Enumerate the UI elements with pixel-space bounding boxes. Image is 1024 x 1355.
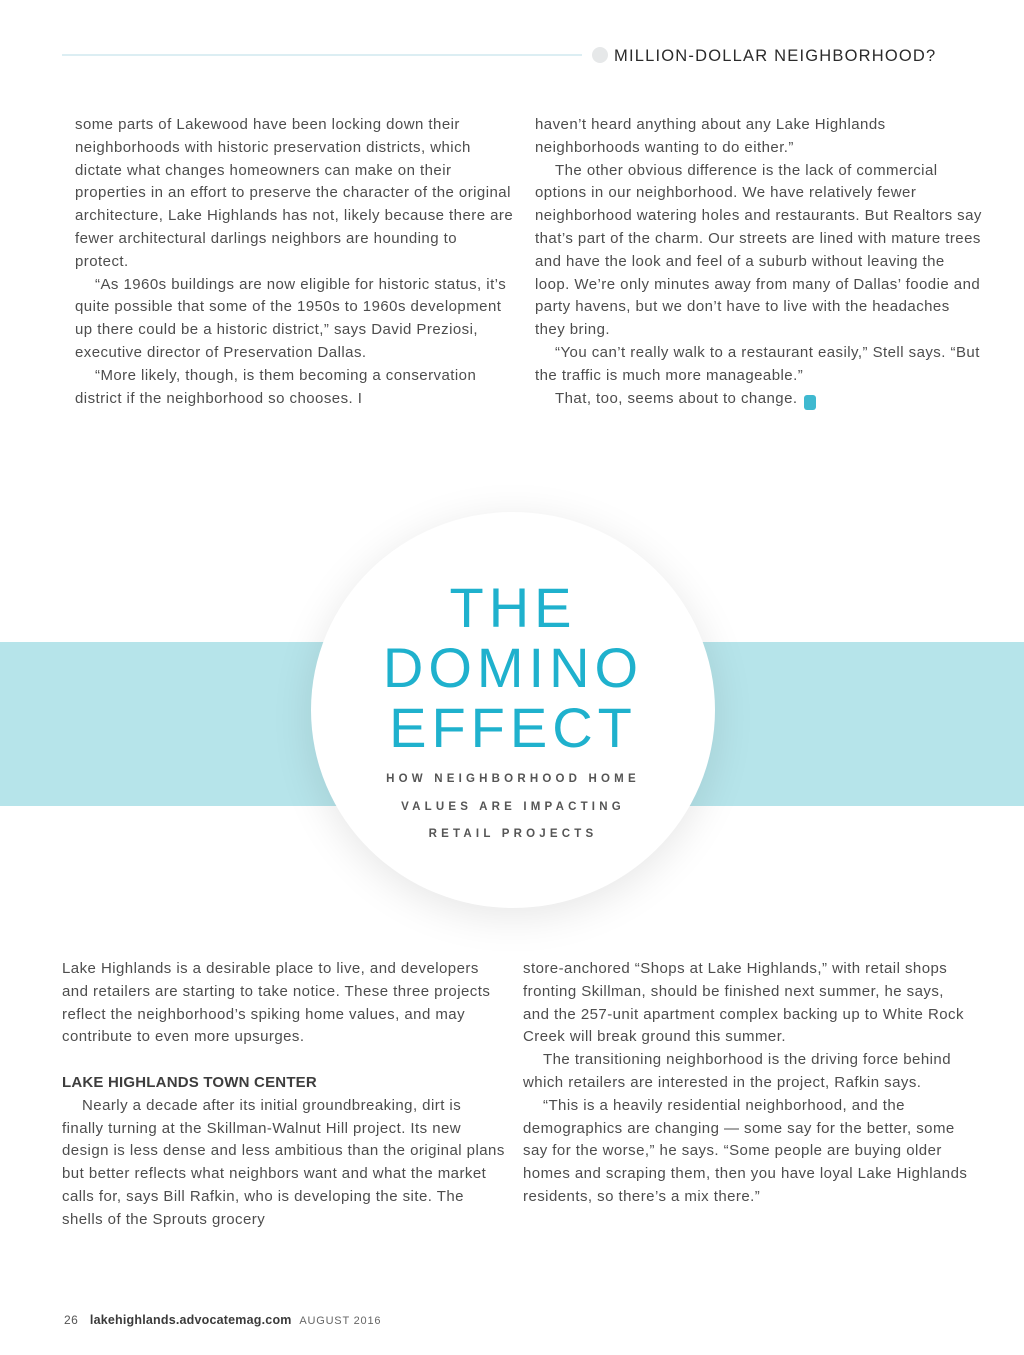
article-bottom-left-column <box>62 958 507 1232</box>
feature-title-line: DOMINO <box>382 636 644 699</box>
feature-title <box>311 578 715 758</box>
section-header-title: MILLION-DOLLAR NEIGHBORHOOD? <box>614 47 937 65</box>
paragraph: The transitioning neighborhood is the driving force behind which retailers are interested in the project, Rafkin says. <box>523 1051 952 1091</box>
article-top-right-column <box>535 114 983 410</box>
paragraph: haven’t heard anything about any Lake Highlands neighborhoods wanting to do either.” <box>535 116 886 156</box>
paragraph: store-anchored “Shops at Lake Highlands,” with retail shops fronting Skillman, should be finished next summer, he says, and the 257-unit apartment complex backing up to White Rock Creek will break ground this summer. <box>523 960 964 1046</box>
paragraph: “More likely, though, is them becoming a conservation district if the neighborhood so chooses. I <box>75 366 477 407</box>
paragraph: “You can’t really walk to a restaurant easily,” Stell says. “But the traffic is much more manageable.” <box>535 343 980 384</box>
page-footer <box>64 1313 381 1327</box>
article-top-left-column <box>75 114 515 410</box>
paragraph: Nearly a decade after its initial groundbreaking, dirt is finally turning at the Skillman-Walnut Hill project. Its new design is less dense and less ambitious than the original plans but better reflects what neighbors want and what the market calls for, says Bill Rafkin, who is developing the site. The shells of the Sprouts grocery <box>62 1096 505 1228</box>
page-number: 26 <box>64 1313 79 1327</box>
intro-paragraph: Lake Highlands is a desirable place to live, and developers and retailers are starting to take notice. These three projects reflect the neighborhood’s spiking home values, and may contribute to even more upsurges. <box>62 960 491 1046</box>
article-bottom-right-column <box>523 958 973 1209</box>
header-dot-icon <box>592 47 608 63</box>
paragraph: “As 1960s buildings are now eligible for historic status, it’s quite possible that some of the 1950s to 1960s development up there could be a historic district,” says David Preziosi, executive director of Preservation Dallas. <box>75 275 507 361</box>
header-rule <box>62 54 582 56</box>
footer-date: AUGUST 2016 <box>299 1315 382 1327</box>
paragraph: The other obvious difference is the lack of commercial options in our neighborhood. We have relatively fewer neighborhood watering holes and restaurants. But Realtors say that’s part of the charm. Our streets are lined with mature trees and have the look and feel of a suburb without leaving the loop. We’re only minutes away from many of Dallas’ foodie and party havens, but we don’t have to live with the headaches they bring. <box>535 161 982 339</box>
feature-subtitle-line: HOW NEIGHBORHOOD HOME <box>386 773 640 785</box>
feature-subtitle-line: RETAIL PROJECTS <box>428 828 598 840</box>
closing-sentence: That, too, seems about to change. <box>555 389 798 407</box>
feature-subtitle <box>311 766 715 849</box>
paragraph <box>535 388 983 411</box>
feature-subtitle-line: VALUES ARE IMPACTING <box>401 800 625 813</box>
feature-title-line: THE <box>449 576 577 639</box>
end-mark-icon: a <box>804 395 816 410</box>
subhead: LAKE HIGHLANDS TOWN CENTER <box>62 1073 317 1091</box>
footer-site: lakehighlands.advocatemag.com <box>89 1313 292 1327</box>
paragraph: “This is a heavily residential neighborhood, and the demographics are changing — some say for the better, some say for the worse,” he says. “Some people are buying older homes and scraping them, then you have loyal Lake Highlands residents, so there’s a mix there.” <box>523 1096 968 1205</box>
paragraph: some parts of Lakewood have been locking down their neighborhoods with historic preservation districts, which dictate what changes homeowners can make on their properties in an effort to preserve the character of the original architecture, Lake Highlands has not, likely because there are fewer architectural darlings neighbors are hounding to protect. <box>75 116 514 270</box>
feature-title-line: EFFECT <box>389 696 637 759</box>
